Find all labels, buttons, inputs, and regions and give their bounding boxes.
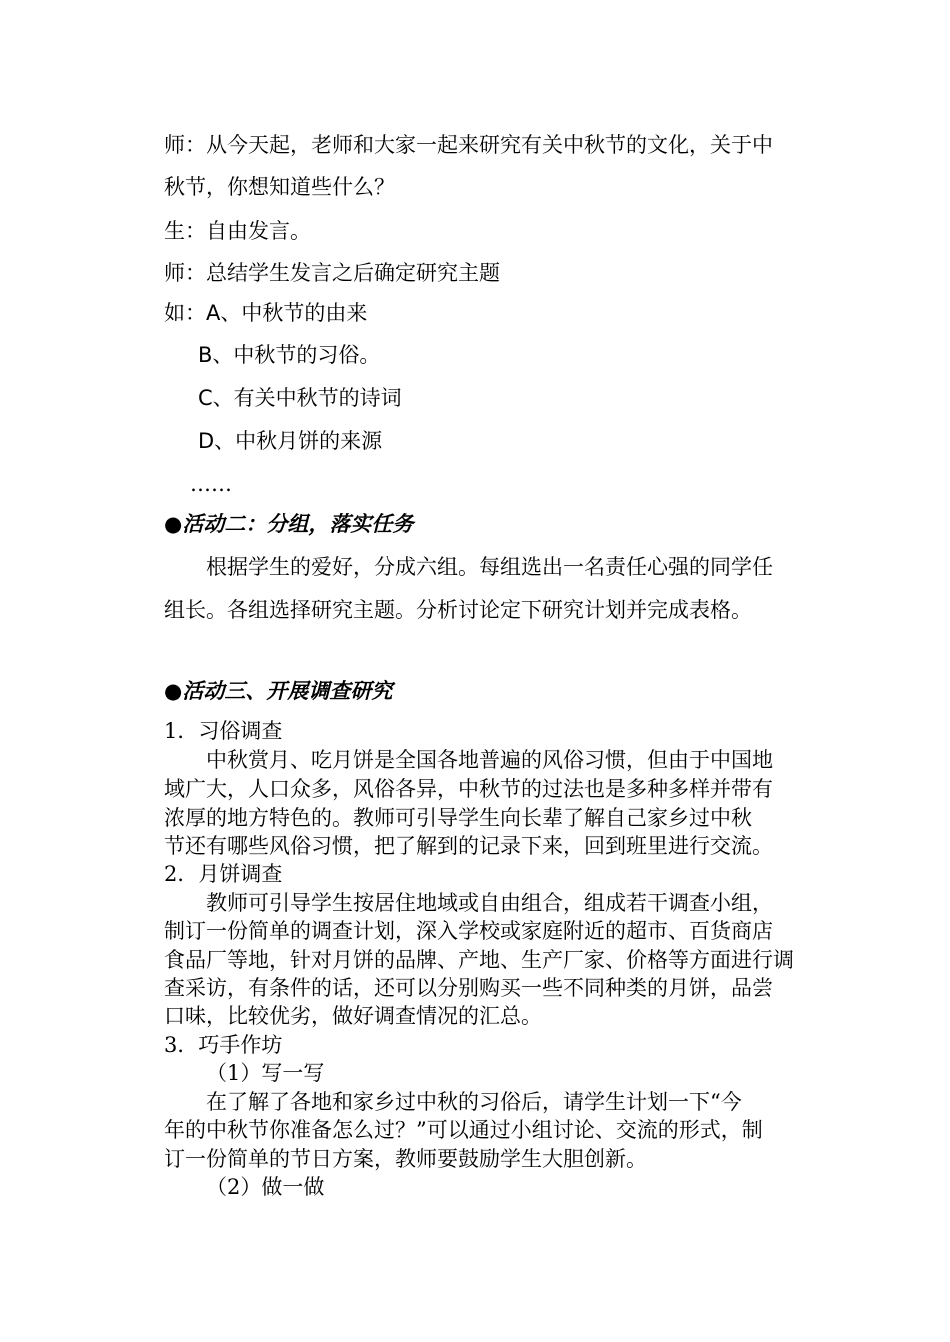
topic-b: B、中秋节的习俗。 [198,343,381,367]
section3-sub2: （2）做一做 [206,1175,325,1199]
section2-line-2: 制订一份简单的调查计划，深入学校或家庭附近的超市、百货商店 [164,919,773,943]
teacher-line-1: 师：从今天起，老师和大家一起来研究有关中秋节的文化，关于中 [164,133,773,157]
teacher-line-2: 秋节，你想知道些什么？ [164,175,395,199]
section1-line-2: 域广大，人口众多，风俗各异，中秋节的过法也是多种多样并带有 [164,777,773,801]
section3-line-2: 年的中秋节你准备怎么过？”可以通过小组讨论、交流的形式，制 [164,1118,763,1142]
section3-heading: 3．巧手作坊 [164,1033,283,1057]
section2-line-1: 教师可引导学生按居住地域或自由组合，组成若干调查小组， [206,891,773,915]
topic-c: C、有关中秋节的诗词 [198,386,402,410]
activity3-heading [164,677,392,705]
section1-heading: 1．习俗调查 [164,719,283,743]
activity2-para-line-2: 组长。各组选择研究主题。分析讨论定下研究计划并完成表格。 [164,598,752,622]
section1-line-4: 节还有哪些风俗习惯，把了解到的记录下来，回到班里进行交流。 [164,834,773,858]
section3-line-3: 订一份简单的节日方案，教师要鼓励学生大胆创新。 [164,1147,647,1171]
bullet-icon: ● [164,679,183,703]
section1-line-3: 浓厚的地方特色的。教师可引导学生向长辈了解自己家乡过中秋 [164,806,752,830]
section2-line-5: 口味，比较优劣，做好调查情况的汇总。 [164,1004,542,1028]
teacher-summary-line: 师：总结学生发言之后确定研究主题 [164,261,500,285]
student-line: 生：自由发言。 [164,219,311,243]
bullet-icon: ● [164,512,183,536]
topic-d: D、中秋月饼的来源 [198,429,383,453]
section2-line-4: 查采访，有条件的话，还可以分别购买一些不同种类的月饼，品尝 [164,976,773,1000]
activity2-title: 活动二：分组，落实任务 [182,512,414,536]
topic-list-first [164,299,367,327]
activity2-heading [164,510,413,538]
section3-line-1: 在了解了各地和家乡过中秋的习俗后，请学生计划一下“今 [206,1090,742,1114]
section2-heading: 2．月饼调查 [164,862,283,886]
activity2-para-line-1: 根据学生的爱好，分成六组。每组选出一名责任心强的同学任 [206,555,773,579]
section2-line-3: 食品厂等地，针对月饼的品牌、产地、生产厂家、价格等方面进行调 [164,948,794,972]
topic-a: A、中秋节的由来 [206,301,368,325]
section3-sub1: （1）写一写 [206,1061,325,1085]
activity3-title: 活动三、开展调查研究 [182,679,393,703]
topic-ellipsis: …… [190,472,232,496]
section1-line-1: 中秋赏月、吃月饼是全国各地普遍的风俗习惯，但由于中国地 [206,748,773,772]
example-prefix: 如： [164,301,206,325]
